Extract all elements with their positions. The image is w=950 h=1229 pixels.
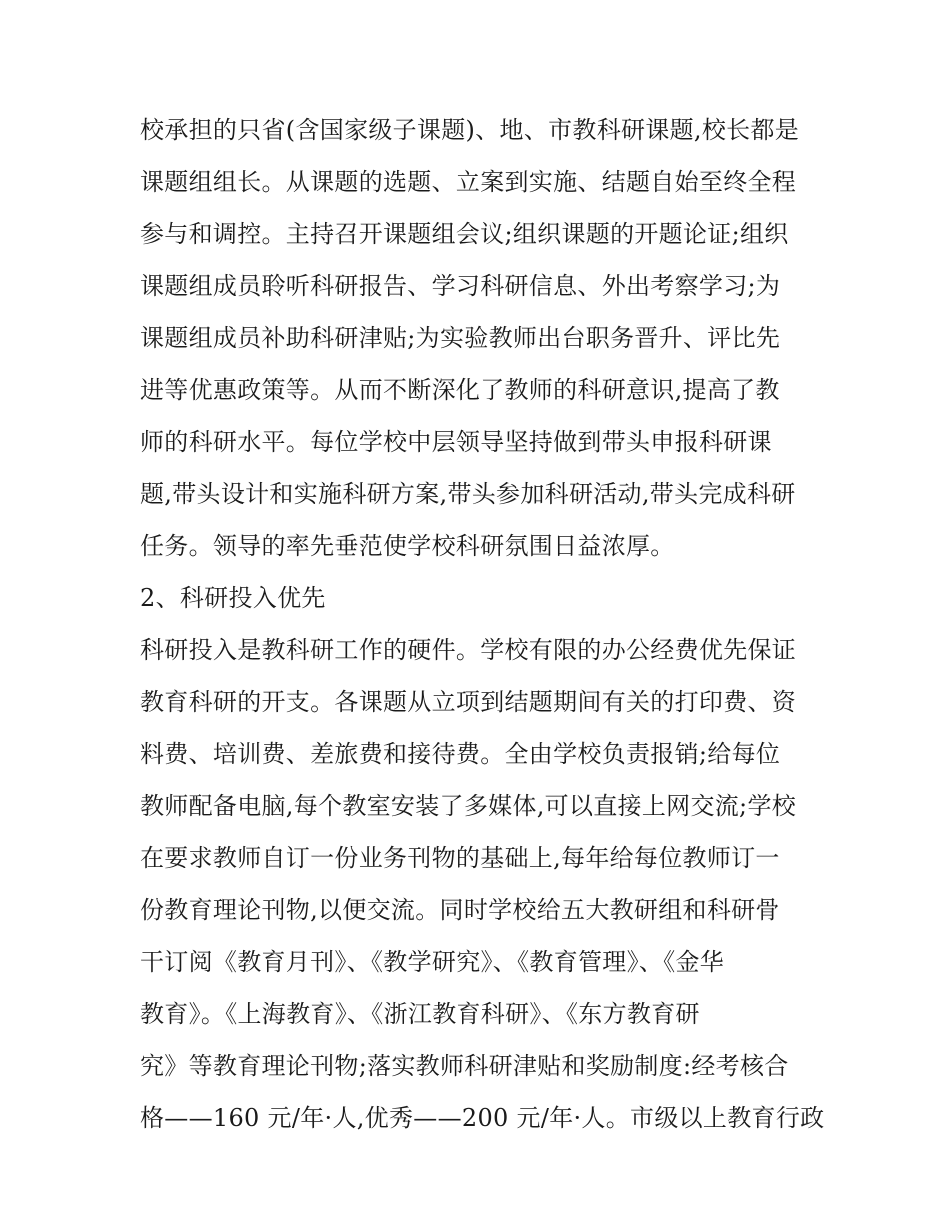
text-line: 料费、培训费、差旅费和接待费。全由学校负责报销;给每位 xyxy=(140,740,781,768)
text-line: 参与和调控。主持召开课题组会议;组织课题的开题论证;组织 xyxy=(140,220,789,248)
text-line: 课题组组长。从课题的选题、立案到实施、结题自始至终全程 xyxy=(140,168,797,196)
text-line: 教育科研的开支。各课题从立项到结题期间有关的打印费、资 xyxy=(140,688,797,716)
text-line: 师的科研水平。每位学校中层领导坚持做到带头申报科研课 xyxy=(140,428,772,456)
text-line: 校承担的只省(含国家级子课题)、地、市教科研课题,校长都是 xyxy=(140,116,800,144)
text-line: 教师配备电脑,每个教室安装了多媒体,可以直接上网交流;学校 xyxy=(140,792,797,820)
section-heading: 2、科研投入优先 xyxy=(140,584,326,612)
text-line: 进等优惠政策等。从而不断深化了教师的科研意识,提高了教 xyxy=(140,376,780,404)
text-line: 究》等教育理论刊物;落实教师科研津贴和奖励制度:经考核合 xyxy=(140,1052,789,1080)
text-line: 在要求教师自订一份业务刊物的基础上,每年给每位教师订一 xyxy=(140,844,780,872)
text-line: 格——160 元/年·人,优秀——200 元/年·人。市级以上教育行政 xyxy=(140,1104,825,1132)
text-line: 任务。领导的率先垂范使学校科研氛围日益浓厚。 xyxy=(140,532,675,560)
text-line: 教育》。《上海教育》、《浙江教育科研》、《东方教育研 xyxy=(140,1000,700,1028)
text-line: 课题组成员补助科研津贴;为实验教师出台职务晋升、评比先 xyxy=(140,324,781,352)
text-line: 干订阅《教育月刊》、《教学研究》、《教育管理》、《金华 xyxy=(140,948,725,976)
text-line: 科研投入是教科研工作的硬件。学校有限的办公经费优先保证 xyxy=(140,636,797,664)
text-line: 份教育理论刊物,以便交流。同时学校给五大教研组和科研骨 xyxy=(140,896,780,924)
document-body xyxy=(140,104,830,1144)
text-line: 题,带头设计和实施科研方案,带头参加科研活动,带头完成科研 xyxy=(140,480,796,508)
text-line: 课题组成员聆听科研报告、学习科研信息、外出考察学习;为 xyxy=(140,272,781,300)
